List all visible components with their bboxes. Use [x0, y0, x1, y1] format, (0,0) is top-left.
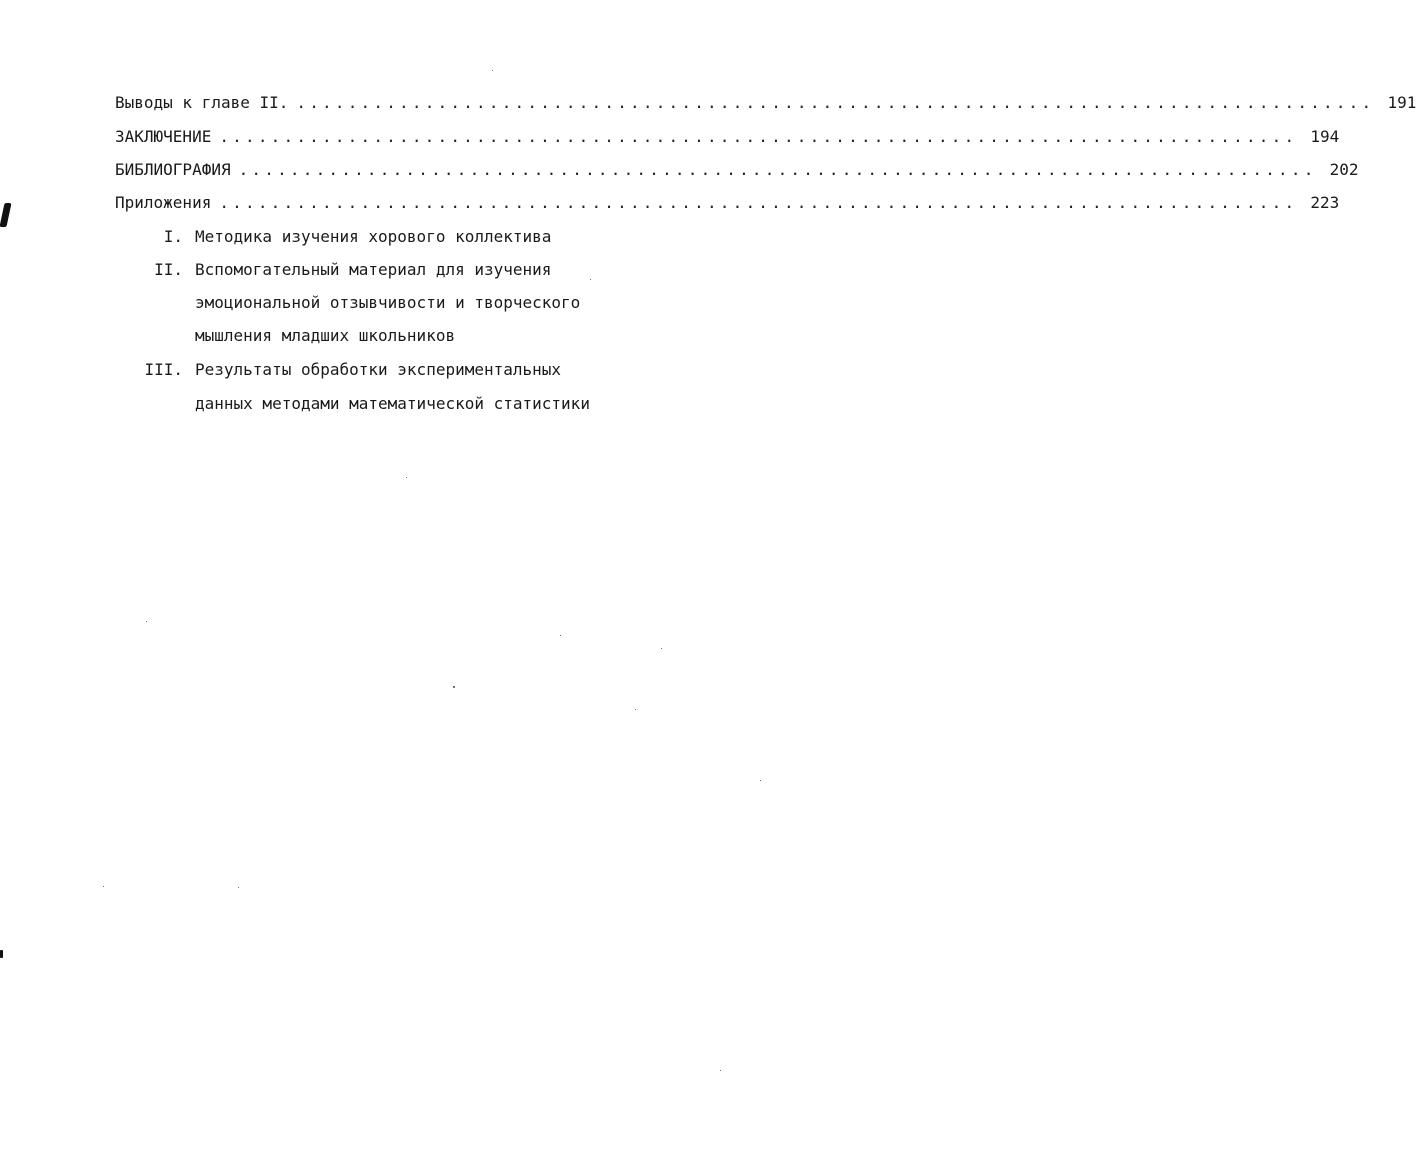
toc-entry-conclusions-chapter-2 — [115, 91, 1416, 115]
scan-speck — [453, 686, 455, 688]
appendix-title-line: Результаты обработки экспериментальных — [195, 360, 562, 379]
toc-entry-title: ЗАКЛЮЧЕНИЕ — [115, 127, 212, 146]
appendix-title-line: Методика изучения хорового коллектива — [195, 227, 552, 246]
toc-leader-dots: .................................................................................... — [296, 93, 1375, 112]
toc-entry-appendices — [115, 191, 1340, 215]
toc-leader-dots: .................................................................................... — [238, 160, 1317, 179]
scan-speck — [560, 635, 561, 636]
scan-speck — [406, 477, 407, 478]
appendix-title-line: эмоциональной отзывчивости и творческого — [195, 293, 581, 312]
scan-speck — [146, 621, 147, 622]
toc-entry-title: Приложения — [115, 193, 212, 212]
scan-speck — [661, 648, 662, 649]
toc-entry-title: Выводы к главе II. — [115, 93, 289, 112]
scan-speck — [590, 279, 591, 280]
scan-speck — [238, 887, 239, 888]
scan-speck — [103, 886, 104, 887]
appendix-title-line: данных методами математической статистики — [195, 394, 590, 413]
toc-entry-page: 194 — [1310, 127, 1340, 146]
toc-leader-dots: .................................................................................... — [219, 193, 1298, 212]
appendix-number: III. — [144, 360, 183, 379]
appendix-number: I. — [163, 227, 183, 246]
toc-entry-title: БИБЛИОГРАФИЯ — [115, 160, 231, 179]
toc-entry-page: 223 — [1310, 193, 1340, 212]
toc-entry-page: 191 — [1387, 93, 1416, 112]
toc-leader-dots: .................................................................................... — [219, 127, 1298, 146]
appendix-title-line: Вспомогательный материал для изучения — [195, 260, 552, 279]
scan-speck — [760, 780, 761, 781]
scan-ink-blot — [0, 203, 12, 227]
toc-entry-conclusion — [115, 125, 1340, 149]
appendix-title-line: мышления младших школьников — [195, 326, 456, 345]
scan-speck — [720, 1070, 721, 1071]
scan-speck — [492, 70, 493, 71]
appendix-number: II. — [154, 260, 183, 279]
toc-entry-page: 202 — [1329, 160, 1359, 179]
scan-speck — [635, 709, 636, 710]
scan-ink-blot — [0, 950, 3, 958]
toc-entry-bibliography — [115, 158, 1359, 182]
